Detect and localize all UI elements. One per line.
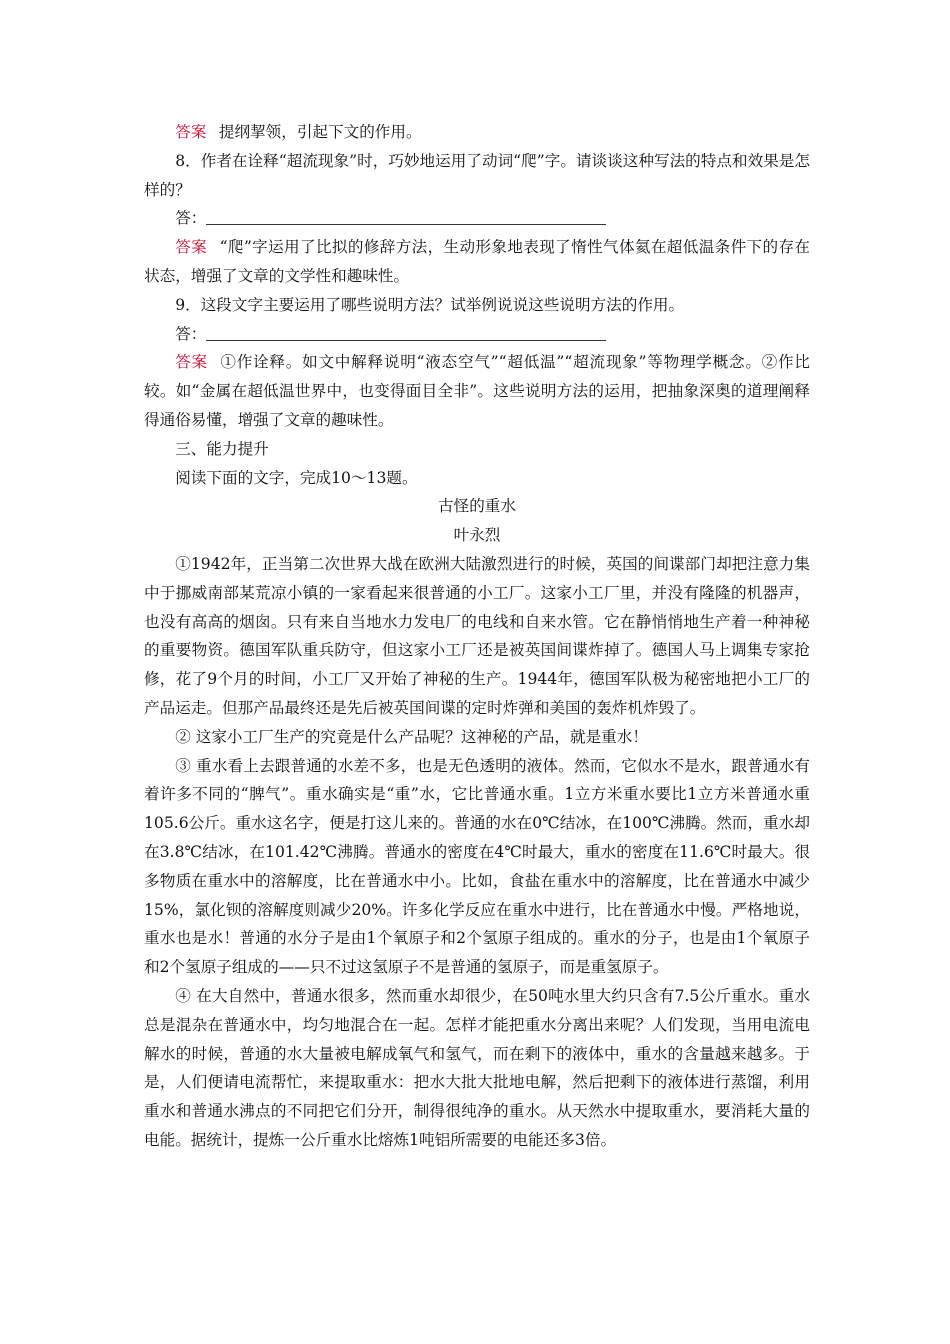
answer-prompt: 答： [175,209,207,228]
answer-9 [144,348,810,434]
answer-blank[interactable] [206,324,606,341]
article-paragraph-1: ①1942年，正当第二次世界大战在欧洲大陆激烈进行的时候，英国的间谍部门却把注意力集中于挪威南部某荒凉小镇的一家看起来很普通的小工厂。这家小工厂里，并没有隆隆的机器声，也没有高高的烟囱。只有来自当地水力发电厂的电线和自来水管。它在静悄悄地生产着一种神秘的重要物资。德国军队重兵防守，但这家小工厂还是被英国间谍炸掉了。德国人马上调集专家抢修，花了9个月的时间，小工厂又开始了神秘的生产。1944年，德国军队极为秘密地把小工厂的产品运走。但那产品最终还是先后被英国间谍的定时炸弹和美国的轰炸机炸毁了。 [144,554,810,717]
article-paragraph-3: ③ 重水看上去跟普通的水差不多，也是无色透明的液体。然而，它似水不是水，跟普通水有着许多不同的“脾气”。重水确实是“重”水，它比普通水重。1立方米重水要比1立方米普通水重105.6公斤。重水这名字，便是打这儿来的。普通的水在0℃结冰，在100℃沸腾。然而，重水却在3.8℃结冰，在101.42℃沸腾。普通水的密度在4℃时最大，重水的密度在11.6℃时最大。很多物质在重水中的溶解度，比在普通水中小。比如，食盐在重水中的溶解度，比在普通水中减少15%，氯化钡的溶解度则减少20%。许多化学反应在重水中进行，比在普通水中慢。严格地说，重水也是水！普通的水分子是由1个氧原子和2个氢原子组成的。重水的分子，也是由1个氧原子和2个氢原子组成的——只不过这氢原子不是普通的氢原子，而是重氢原子。 [144,756,810,977]
document-page [144,118,810,1155]
answer-line-9 [144,320,810,349]
question-9: 9．这段文字主要运用了哪些说明方法？试举例说说这些说明方法的作用。 [175,295,685,314]
answer-7-text: 提纲挈领，引起下文的作用。 [218,123,422,141]
answer-line-8 [144,204,810,233]
question-8: 8．作者在诠释“超流现象”时，巧妙地运用了动词“爬”字。请谈谈这种写法的特点和效果是怎样的？ [144,151,810,199]
section-heading: 三、能力提升 [175,439,269,458]
answer-8-text: “爬”字运用了比拟的修辞方法，生动形象地表现了惰性气体氦在超低温条件下的存在状态，增强了文章的文学性和趣味性。 [144,238,810,285]
article-paragraph-2: ② 这家小工厂生产的究竟是什么产品呢？这神秘的产品，就是重水！ [175,727,648,746]
article-author: 叶永烈 [453,526,501,545]
answer-prompt: 答： [175,324,207,343]
article-paragraph-4: ④ 在大自然中，普通水很多，然而重水却很少，在50吨水里大约只含有7.5公斤重水。重水总是混杂在普通水中，均匀地混合在一起。怎样才能把重水分离出来呢？人们发现，当用电流电解水的时候，普通的水大量被电解成氧气和氢气，而在剩下的液体中，重水的含量越来越多。于是，人们便请电流帮忙，来提取重水：把水大批大批地电解，然后把剩下的液体进行蒸馏，利用重水和普通水沸点的不同把它们分开，制得很纯净的重水。从天然水中提取重水，要消耗大量的电能。据统计，提炼一公斤重水比熔炼1吨铝所需要的电能还多3倍。 [144,986,810,1149]
section-instruction: 阅读下面的文字，完成10～13题。 [175,468,418,487]
answer-8 [144,233,810,291]
answer-7 [144,118,810,147]
answer-label: 答案 [175,353,208,372]
article-title: 古怪的重水 [438,497,516,516]
answer-label: 答案 [175,123,207,141]
answer-9-text: ①作诠释。如文中解释说明“液态空气”“超低温”“超流现象”等物理学概念。②作比较。如“金属在超低温世界中，也变得面目全非”。这些说明方法的运用，把抽象深奥的道理阐释得通俗易懂，增强了文章的趣味性。 [144,353,810,429]
answer-blank[interactable] [206,208,606,225]
answer-label: 答案 [175,238,208,257]
